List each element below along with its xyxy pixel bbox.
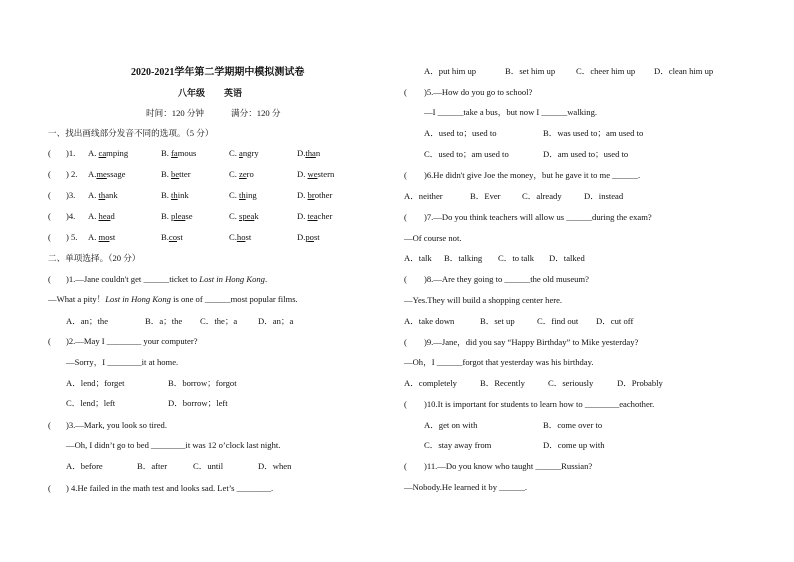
q5-option-a: A．used to；used to — [424, 128, 497, 138]
q1-option-a: A．an；the — [66, 316, 109, 326]
q8-option-b: B．set up — [480, 316, 515, 326]
q4-option-b: B．set him up — [505, 66, 556, 76]
q3-paren: ( — [48, 420, 51, 430]
q5-stem: )5.—How do you go to school? — [424, 87, 533, 97]
q1-option-d: D．an；a — [258, 316, 294, 326]
phonetics-option: B. please — [161, 211, 193, 221]
q9-line2: —Oh，I ______forgot that yesterday was his birthday. — [404, 357, 594, 367]
q5-option-b: B．was used to；am used to — [543, 128, 644, 138]
q3-stem: )3.—Mark, you look so tired. — [66, 420, 167, 430]
q7-option-a: A．talk — [404, 253, 432, 263]
phonetics-row-paren: ( — [48, 232, 51, 242]
q6-paren: ( — [404, 170, 407, 180]
q10-option-b: B．come over to — [543, 420, 603, 430]
q9-option-b: B．Recently — [480, 378, 525, 388]
phonetics-option: B. famous — [161, 148, 197, 158]
q9-option-d: D．Probably — [617, 378, 663, 388]
phonetics-option: D. brother — [297, 190, 333, 200]
q10-stem: )10.It is important for students to learn how to ________eachother. — [424, 399, 655, 409]
q6-option-d: D．instead — [584, 191, 624, 201]
phonetics-option: C.host — [229, 232, 252, 242]
subject-label: 英语 — [224, 88, 243, 98]
q6-stem: )6.He didn't give Joe the money，but he gave it to me ______. — [424, 170, 641, 180]
phonetics-option: D.than — [297, 148, 321, 158]
phonetics-option: C. thing — [229, 190, 257, 200]
q1-line2: —What a pity！Lost in Hong Kong is one of ______most popular films. — [48, 294, 298, 304]
q1-stem: )1.—Jane couldn't get ______ticket to Lost in Hong Kong. — [66, 274, 268, 284]
q10-option-d: D．come up with — [543, 440, 605, 450]
grade-label: 八年级 — [178, 88, 206, 98]
q9-paren: ( — [404, 337, 407, 347]
q3-option-b: B．after — [137, 461, 168, 471]
phonetics-option: A.message — [88, 169, 126, 179]
q3-line2: —Oh, I didn’t go to bed ________it was 12 o’clock last night. — [66, 440, 281, 450]
q7-line2: —Of course not. — [404, 233, 462, 243]
q4-paren: ( — [48, 483, 51, 493]
q9-option-c: C．seriously — [548, 378, 594, 388]
q10-option-c: C．stay away from — [424, 440, 492, 450]
q4-option-d: D．clean him up — [654, 66, 714, 76]
q3-option-d: D．when — [258, 461, 292, 471]
q4-stem: ) 4.He failed in the math test and looks sad. Let’s ________. — [66, 483, 274, 493]
q11-stem: )11.—Do you know who taught ______Russian? — [424, 461, 593, 471]
q5-line2: —I ______take a bus，but now I ______walking. — [424, 107, 598, 117]
phonetics-row-number: )1. — [66, 148, 76, 158]
phonetics-option: C. angry — [229, 148, 259, 158]
q9-stem: )9.—Jane，did you say “Happy Birthday” to Mike yesterday? — [424, 337, 639, 347]
q8-option-d: D．cut off — [596, 316, 634, 326]
phonetics-option: B. think — [161, 190, 189, 200]
q6-option-b: B．Ever — [470, 191, 501, 201]
q7-option-c: C．to talk — [498, 253, 535, 263]
q1-option-c: C．the；a — [200, 316, 238, 326]
q5-option-c: C．used to；am used to — [424, 149, 509, 159]
phonetics-option: B.cost — [161, 232, 183, 242]
q2-stem: )2.—May I ________ your computer? — [66, 336, 198, 346]
phonetics-option: A. camping — [88, 148, 129, 158]
phonetics-row-number: )3. — [66, 190, 76, 200]
phonetics-row-paren: ( — [48, 190, 51, 200]
q2-option-c: C．lend；left — [66, 398, 116, 408]
q2-line2: —Sorry，I ________it at home. — [66, 357, 179, 367]
q3-option-c: C．until — [193, 461, 224, 471]
q10-paren: ( — [404, 399, 407, 409]
phonetics-option: A. most — [88, 232, 116, 242]
q10-option-a: A．get on with — [424, 420, 478, 430]
q1-option-b: B．a；the — [145, 316, 183, 326]
phonetics-option: A. head — [88, 211, 115, 221]
phonetics-row-number: ) 5. — [66, 232, 78, 242]
q7-stem: )7.—Do you think teachers will allow us ______during the exam? — [424, 212, 652, 222]
q7-paren: ( — [404, 212, 407, 222]
time-label: 时间：120 分钟 — [146, 108, 205, 118]
q2-option-a: A．lend；forget — [66, 378, 125, 388]
section2-heading: 二、单项选择。（20 分） — [48, 253, 141, 263]
q7-option-d: D．talked — [549, 253, 585, 263]
q4-option-c: C．cheer him up — [576, 66, 636, 76]
q8-option-c: C．find out — [537, 316, 579, 326]
q5-option-d: D．am used to；used to — [543, 149, 629, 159]
q3-option-a: A．before — [66, 461, 103, 471]
section1-heading: 一、找出画线部分发音不同的选项。（5 分） — [48, 128, 214, 138]
phonetics-row-number: ) 2. — [66, 169, 78, 179]
q8-stem: )8.—Are they going to ______the old museum? — [424, 274, 589, 284]
q8-option-a: A．take down — [404, 316, 455, 326]
q2-paren: ( — [48, 336, 51, 346]
phonetics-option: D. teacher — [297, 211, 333, 221]
phonetics-option: D. western — [297, 169, 335, 179]
phonetics-option: D.post — [297, 232, 320, 242]
q11-paren: ( — [404, 461, 407, 471]
q11-line2: —Nobody.He learned it by ______. — [404, 482, 528, 492]
q6-option-c: C．already — [522, 191, 562, 201]
phonetics-option: A. thank — [88, 190, 118, 200]
q7-option-b: B．talking — [444, 253, 483, 263]
phonetics-row-paren: ( — [48, 148, 51, 158]
phonetics-option: B. better — [161, 169, 191, 179]
phonetics-option: C. speak — [229, 211, 259, 221]
score-label: 满分：120 分 — [231, 108, 281, 118]
phonetics-row-number: )4. — [66, 211, 76, 221]
q8-line2: —Yes.They will build a shopping center here. — [404, 295, 563, 305]
phonetics-row-paren: ( — [48, 211, 51, 221]
phonetics-row-paren: ( — [48, 169, 51, 179]
q2-option-b: B．borrow；forgot — [168, 378, 237, 388]
q4-option-a: A．put him up — [424, 66, 477, 76]
phonetics-option: C. zero — [229, 169, 254, 179]
page-title: 2020-2021学年第二学期期中模拟测试卷 — [131, 67, 305, 78]
q2-option-d: D．borrow；left — [168, 398, 228, 408]
q8-paren: ( — [404, 274, 407, 284]
q1-paren: ( — [48, 274, 51, 284]
q5-paren: ( — [404, 87, 407, 97]
q6-option-a: A．neither — [404, 191, 443, 201]
q9-option-a: A．completely — [404, 378, 457, 388]
